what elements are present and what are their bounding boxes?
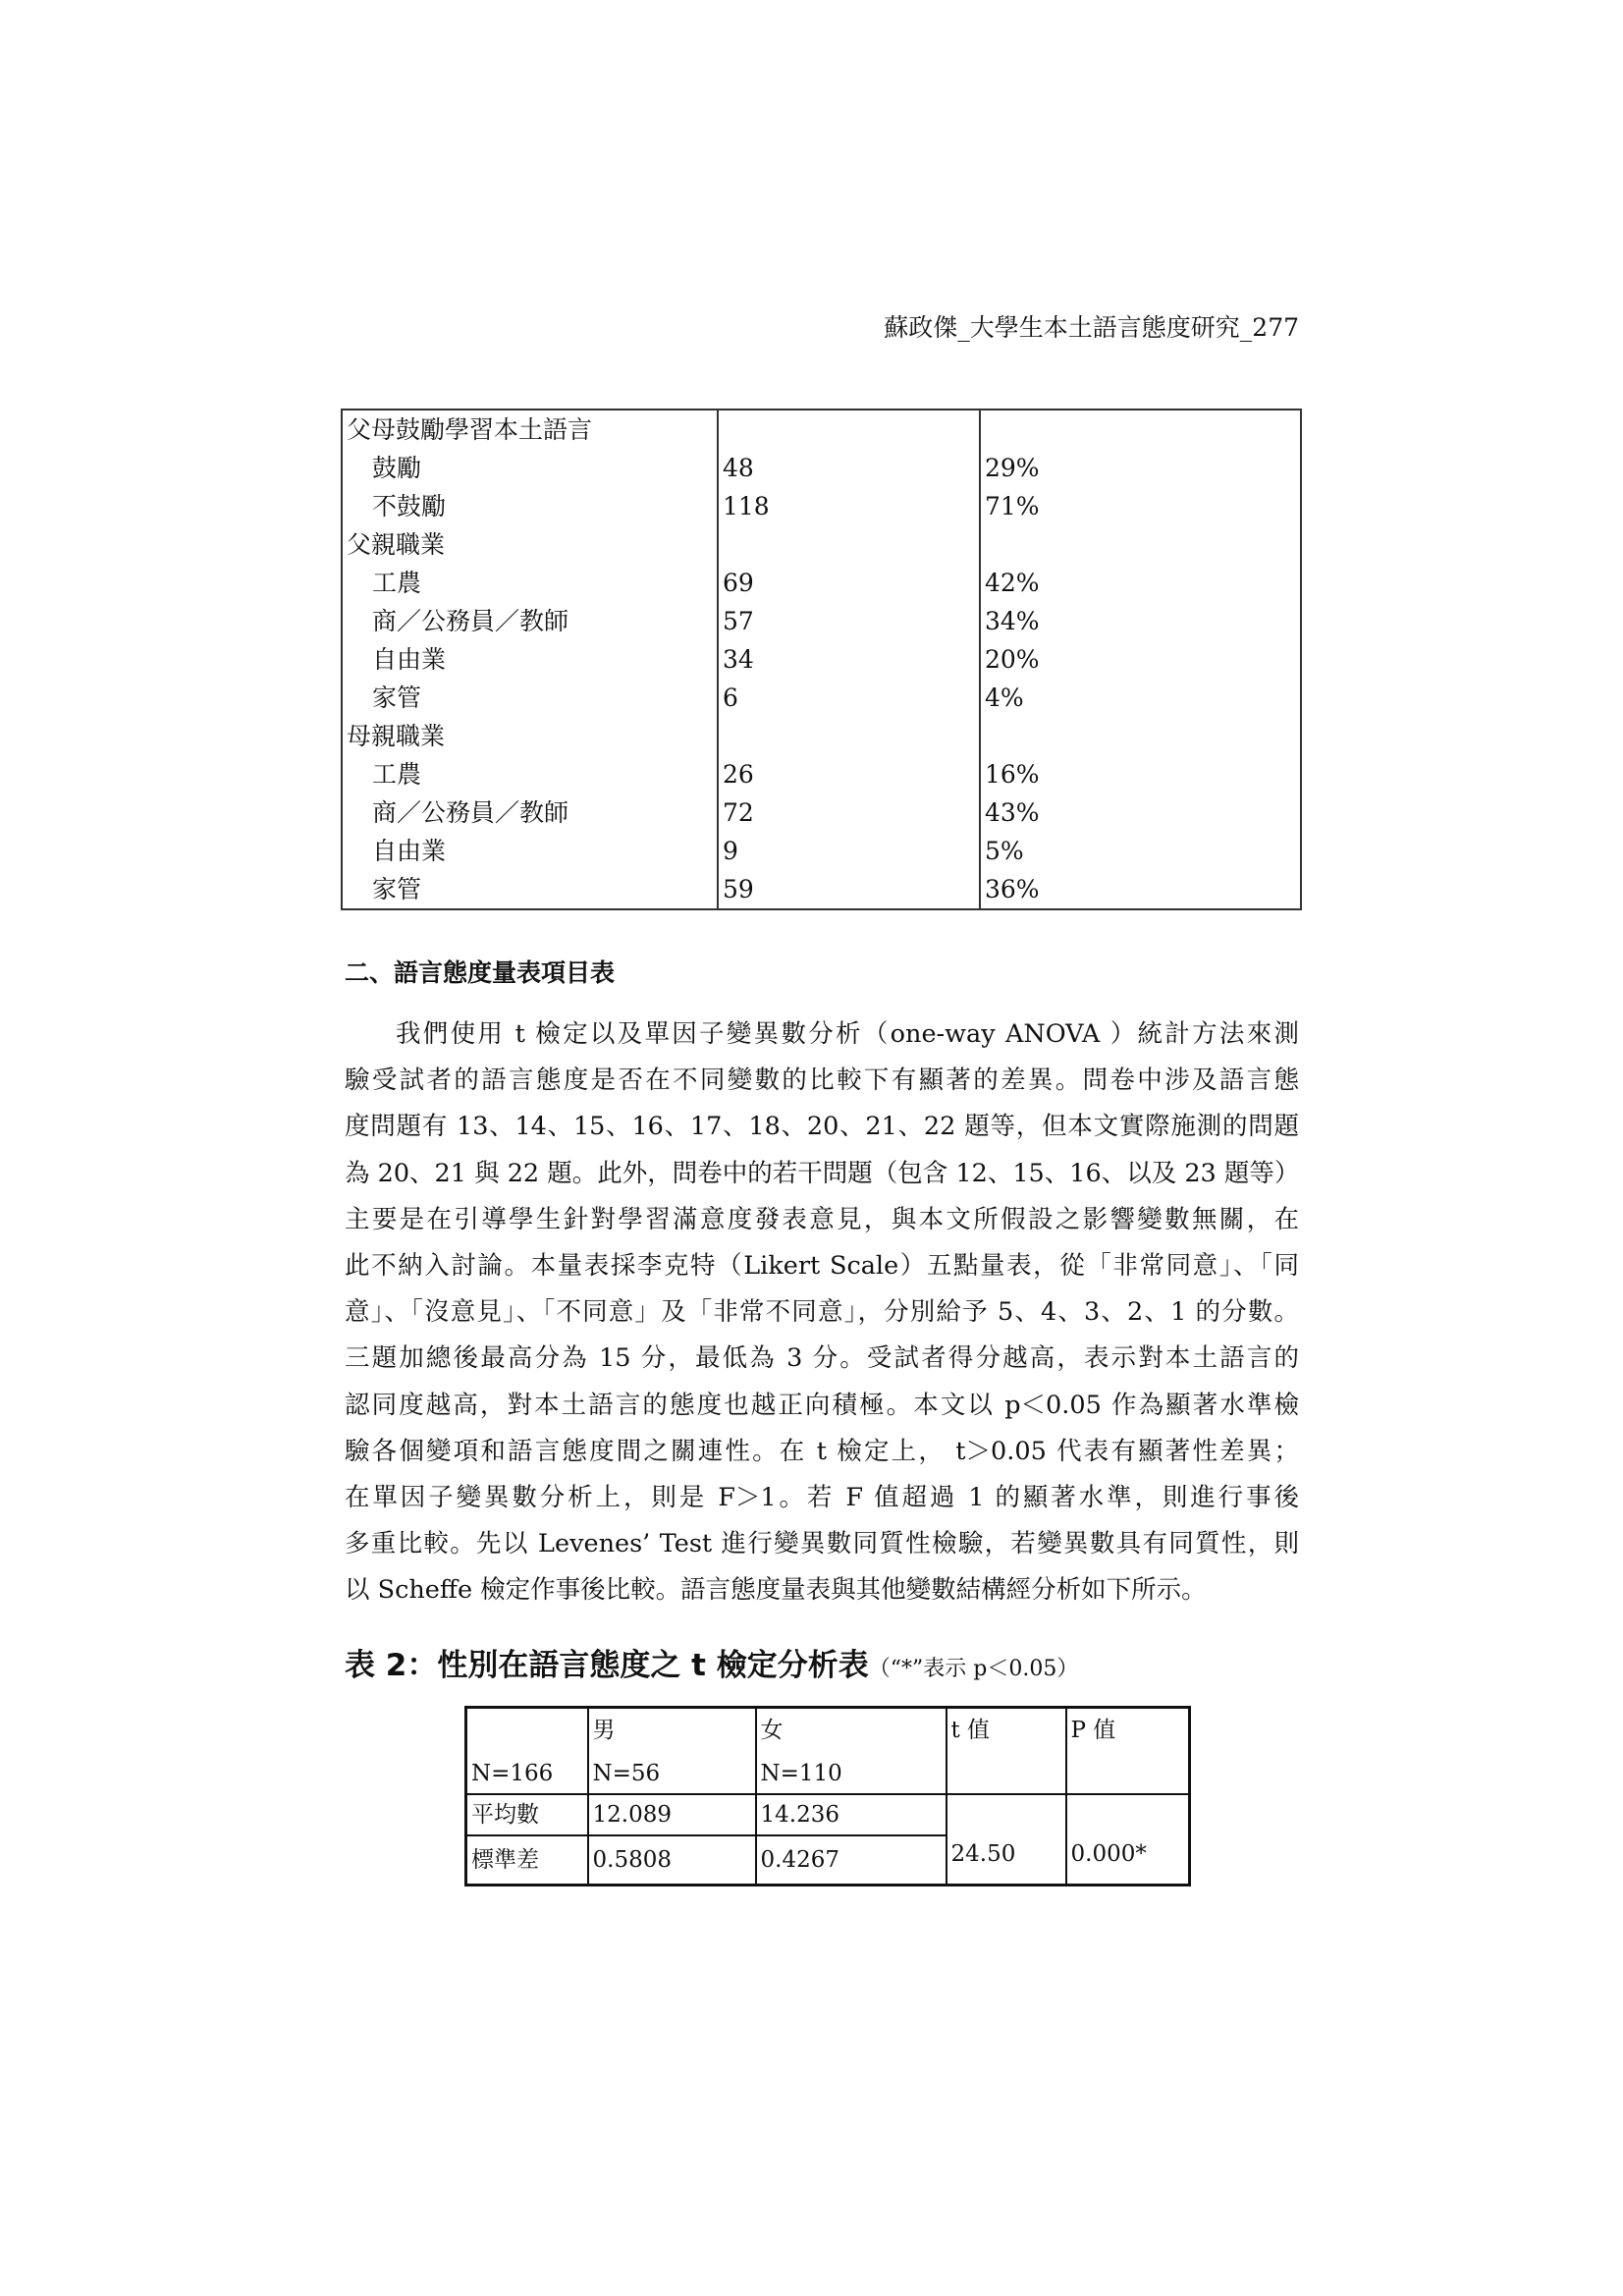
caption-main: 表 2：性別在語言態度之 t 檢定分析表: [345, 1648, 869, 1683]
t-test-header-row: [466, 1708, 1190, 1795]
demographics-row: [342, 525, 1301, 564]
demographics-percent: [980, 410, 1301, 449]
demographics-count: 34: [718, 640, 980, 679]
table-caption: [345, 1640, 1307, 1684]
header-male: 男 N=56: [588, 1708, 756, 1795]
demographics-row: [342, 487, 1301, 525]
demographics-label: 商／公務員／教師: [342, 793, 718, 832]
demographics-label: 工農: [342, 564, 718, 602]
header-p-value: P 值: [1066, 1708, 1190, 1795]
demographics-row: [342, 717, 1301, 755]
demographics-label: 家管: [342, 679, 718, 717]
demographics-label: 工農: [342, 755, 718, 793]
demographics-percent: 20%: [980, 640, 1301, 679]
demographics-label: 自由業: [342, 640, 718, 679]
demographics-percent: 29%: [980, 449, 1301, 487]
running-header: 蘇政傑_大學生本土語言態度研究_277: [884, 313, 1299, 342]
demographics-row: [342, 870, 1301, 909]
demographics-row: [342, 640, 1301, 679]
demographics-percent: 34%: [980, 602, 1301, 640]
sd-male: 0.5808: [588, 1835, 756, 1886]
body-line: 驗受試者的語言態度是否在不同變數的比較下有顯著的差異。問卷中涉及語言態: [345, 1066, 1299, 1096]
mean-male: 12.089: [588, 1794, 756, 1835]
demographics-row: [342, 602, 1301, 640]
demographics-row: [342, 564, 1301, 602]
body-paragraph: [345, 1011, 1299, 1613]
demographics-count: 26: [718, 755, 980, 793]
body-line: 度問題有 13、14、15、16、17、18、20、21、22 題等，但本文實際施測的問題: [345, 1112, 1299, 1142]
section-title: 二、語言態度量表項目表: [345, 958, 616, 987]
demographics-table: [341, 409, 1302, 910]
demographics-percent: 43%: [980, 793, 1301, 832]
header-female: 女 N=110: [756, 1708, 947, 1795]
demographics-count: [718, 525, 980, 564]
p-value-cell: 0.000*: [1066, 1794, 1190, 1886]
header-t-value: t 值: [947, 1708, 1066, 1795]
demographics-label: 父親職業: [342, 525, 718, 564]
demographics-percent: [980, 717, 1301, 755]
demographics-count: 59: [718, 870, 980, 909]
body-line: 我們使用 t 檢定以及單因子變異數分析（one-way ANOVA ）統計方法來測: [396, 1019, 1299, 1049]
demographics-label: 家管: [342, 870, 718, 909]
body-line: 在單因子變異數分析上，則是 F＞1。若 F 值超過 1 的顯著水準，則進行事後: [345, 1482, 1299, 1512]
demographics-count: 57: [718, 602, 980, 640]
demographics-percent: 5%: [980, 832, 1301, 870]
demographics-percent: 71%: [980, 487, 1301, 525]
demographics-count: [718, 410, 980, 449]
demographics-count: 6: [718, 679, 980, 717]
mean-female: 14.236: [756, 1794, 947, 1835]
demographics-count: 48: [718, 449, 980, 487]
demographics-percent: 4%: [980, 679, 1301, 717]
body-line: 驗各個變項和語言態度間之關連性。在 t 檢定上， t＞0.05 代表有顯著性差異；: [345, 1436, 1299, 1466]
body-line: 認同度越高，對本土語言的態度也越正向積極。本文以 p＜0.05 作為顯著水準檢: [345, 1390, 1299, 1420]
sd-label: 標準差: [466, 1835, 588, 1886]
demographics-label: 父母鼓勵學習本土語言: [342, 410, 718, 449]
demographics-row: [342, 793, 1301, 832]
header-n-total: N=166: [466, 1708, 588, 1795]
demographics-percent: 42%: [980, 564, 1301, 602]
demographics-label: 商／公務員／教師: [342, 602, 718, 640]
demographics-count: 69: [718, 564, 980, 602]
demographics-row: [342, 832, 1301, 870]
mean-label: 平均數: [466, 1794, 588, 1835]
demographics-count: 72: [718, 793, 980, 832]
body-line: 為 20、21 與 22 題。此外，問卷中的若干問題（包含 12、15、16、以及 23 題等）: [345, 1158, 1299, 1188]
demographics-row: [342, 679, 1301, 717]
demographics-label: 鼓勵: [342, 449, 718, 487]
demographics-count: 9: [718, 832, 980, 870]
body-line: 此不納入討論。本量表採李克特（Likert Scale）五點量表，從「非常同意」、「同: [345, 1250, 1299, 1281]
body-line: 以 Scheffe 檢定作事後比較。語言態度量表與其他變數結構經分析如下所示。: [345, 1575, 1207, 1606]
demographics-label: 不鼓勵: [342, 487, 718, 525]
body-line: 主要是在引導學生針對學習滿意度發表意見，與本文所假設之影響變數無關，在: [345, 1204, 1299, 1234]
body-line: 多重比較。先以 Levenes’ Test 進行變異數同質性檢驗，若變異數具有同質性，則: [345, 1529, 1299, 1559]
t-test-table: [464, 1706, 1191, 1886]
demographics-row: [342, 449, 1301, 487]
caption-note: （“*”表示 p＜0.05）: [868, 1657, 1079, 1681]
t-test-row-mean: [466, 1794, 1190, 1835]
demographics-count: [718, 717, 980, 755]
t-value-cell: 24.50: [947, 1794, 1066, 1886]
body-line: 意」、「沒意見」、「不同意」及「非常不同意」，分別給予 5、4、3、2、1 的分數。: [345, 1297, 1299, 1328]
sd-female: 0.4267: [756, 1835, 947, 1886]
demographics-label: 自由業: [342, 832, 718, 870]
body-line: 三題加總後最高分為 15 分，最低為 3 分。受試者得分越高，表示對本土語言的: [345, 1343, 1299, 1374]
demographics-count: 118: [718, 487, 980, 525]
demographics-percent: 36%: [980, 870, 1301, 909]
demographics-row: [342, 755, 1301, 793]
demographics-percent: [980, 525, 1301, 564]
demographics-label: 母親職業: [342, 717, 718, 755]
demographics-percent: 16%: [980, 755, 1301, 793]
demographics-row: [342, 410, 1301, 449]
